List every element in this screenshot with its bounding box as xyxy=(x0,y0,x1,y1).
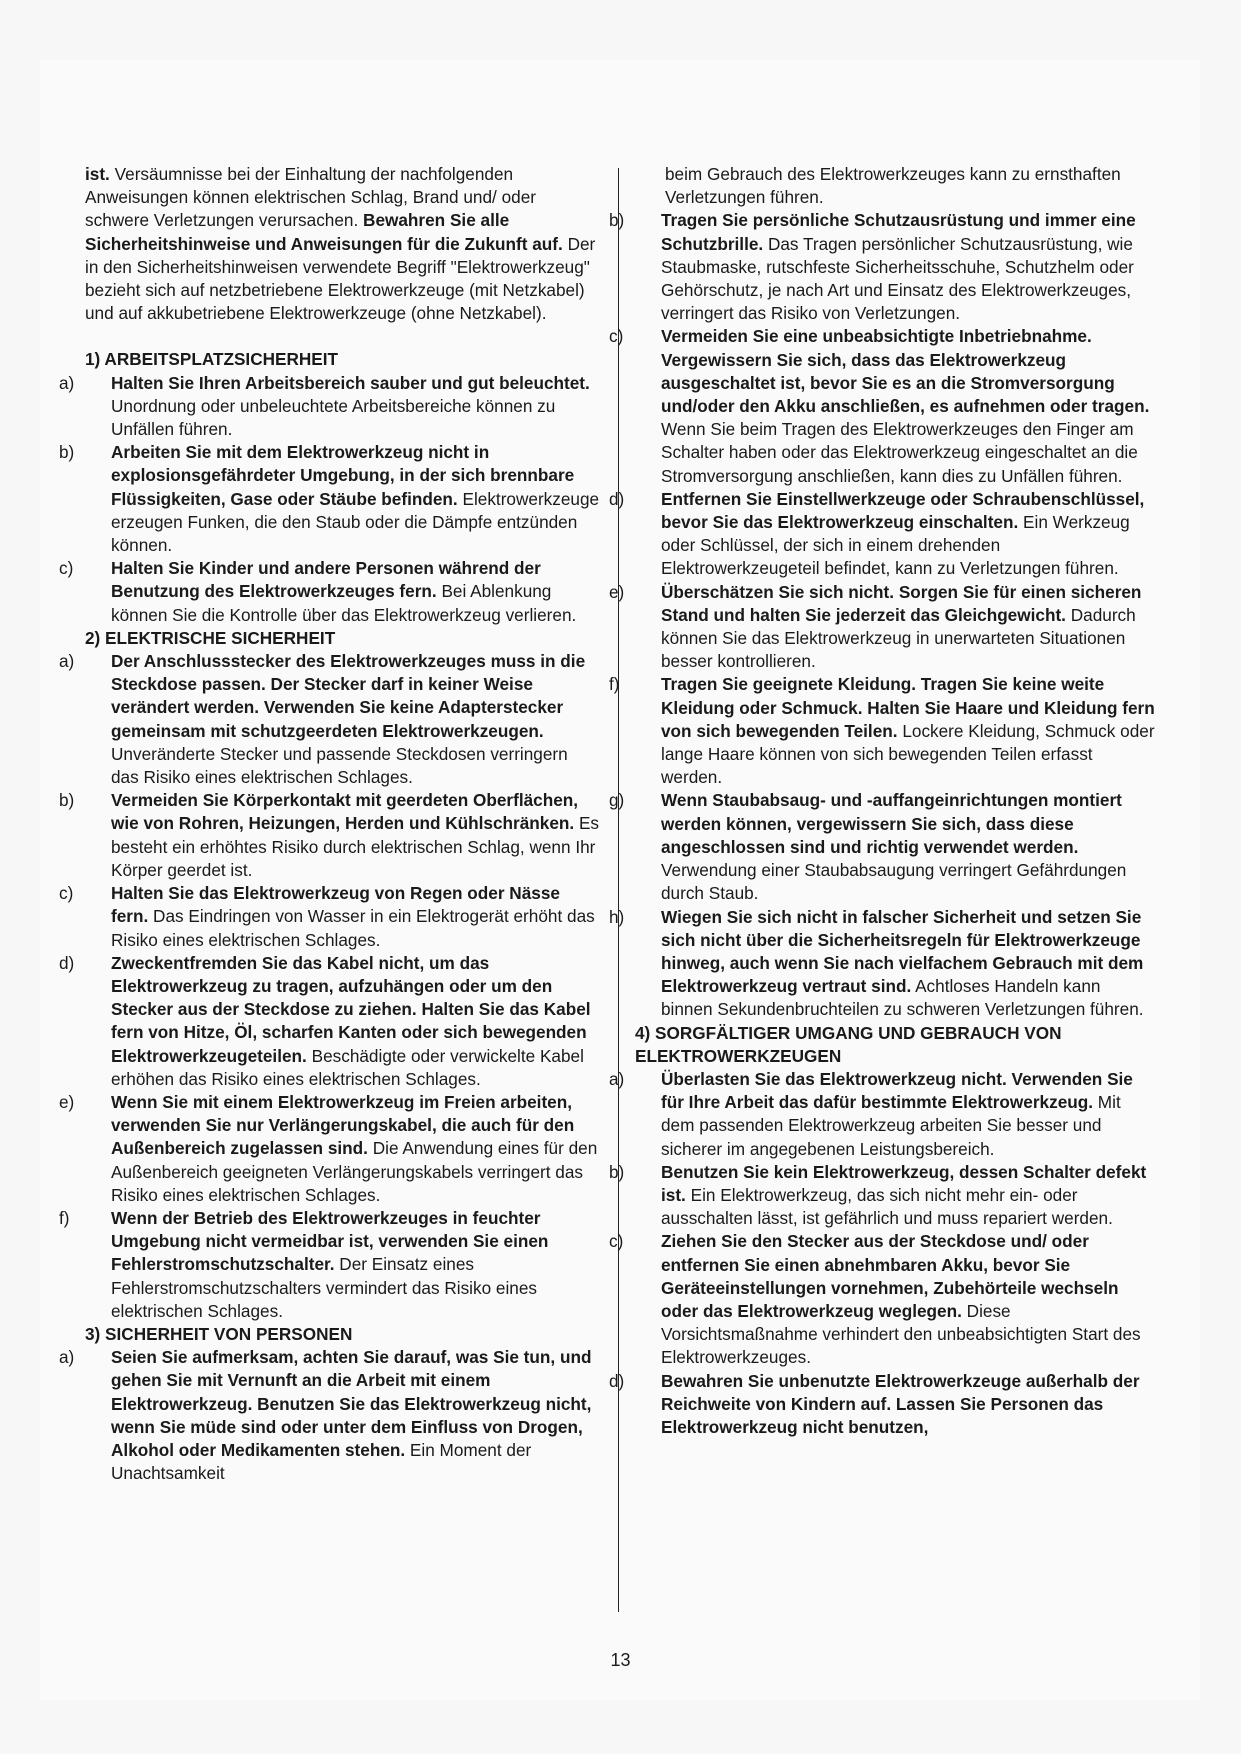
item-marker: d) xyxy=(59,952,75,973)
list-item xyxy=(59,1091,600,1207)
item-bold: Halten Sie das Elektrowerkzeug von Regen oder Nässe fern. xyxy=(111,883,560,927)
list-item xyxy=(609,673,1155,789)
item-text: Achtloses Handeln kann binnen Sekundenbruchteilen zu schweren Verletzungen führen. xyxy=(661,976,1144,1020)
right-column xyxy=(609,163,1155,1439)
item-bold: Wenn der Betrieb des Elektrowerkzeuges in feuchter Umgebung nicht vermeidbar ist, verwenden Sie einen Fehlerstromschutzschalter. xyxy=(111,1207,549,1275)
item-marker: c) xyxy=(609,1231,624,1252)
list-item xyxy=(59,1207,600,1323)
item-marker: e) xyxy=(609,581,625,602)
intro-paragraph xyxy=(85,163,600,325)
item-text: Unveränderte Stecker und passende Steckdosen verringern das Risiko eines elektrischen Schlages. xyxy=(111,743,568,788)
item-text: Unordnung oder unbeleuchtete Arbeitsbereiche können zu Unfällen führen. xyxy=(111,395,556,440)
item-marker: b) xyxy=(609,210,625,231)
item-bold: Überschätzen Sie sich nicht. Sorgen Sie für einen sicheren Stand und halten Sie jederzeit das Gleichgewicht. xyxy=(661,581,1142,625)
item-bold: Entfernen Sie Einstellwerkzeuge oder Schraubenschlüssel, bevor Sie das Elektrowerkzeug einschalten. xyxy=(661,488,1145,533)
item-bold: Seien Sie aufmerksam, achten Sie darauf, was Sie tun, und gehen Sie mit Vernunft an die Arbeit mit einem Elektrowerkzeug. Benutzen Sie das Elektrowerkzeug nicht, wenn Sie müde sind oder unter dem Einfluss von Drogen, Alkohol oder Medikamenten stehen. xyxy=(111,1347,592,1460)
item-text: Es besteht ein erhöhtes Risiko durch elektrischen Schlag, wenn Ihr Körper geerdet ist. xyxy=(111,813,600,880)
list-item xyxy=(609,789,1155,905)
item-bold: Halten Sie Ihren Arbeitsbereich sauber und gut beleuchtet. xyxy=(111,372,590,393)
item-marker: b) xyxy=(609,1161,625,1182)
column-divider xyxy=(618,168,619,1612)
item-text: Diese Vorsichtsmaßnahme verhindert den unbeabsichtigten Start des Elektrowerkzeuges. xyxy=(661,1300,1141,1368)
list-item xyxy=(609,325,1155,487)
list-item xyxy=(609,1370,1155,1440)
list-item xyxy=(609,906,1155,1022)
list-item xyxy=(609,1161,1155,1231)
intro-bold-2: Bewahren Sie alle Sicherheitshinweise und Anweisungen für die Zukunft auf. xyxy=(85,210,563,254)
page-number: 13 xyxy=(610,1650,631,1670)
item-bold: Vermeiden Sie Körperkontakt mit geerdeten Oberflächen, wie von Rohren, Heizungen, Herden und Kühlschränken. xyxy=(111,790,579,834)
item-text: Verwendung einer Staubabsaugung verringert Gefährdungen durch Staub. xyxy=(661,860,1127,904)
item-text: Der Einsatz eines Fehlerstromschutzschalters vermindert das Risiko eines elektrischen Schlages. xyxy=(111,1254,538,1321)
item-bold: Tragen Sie geeignete Kleidung. Tragen Sie keine weite Kleidung oder Schmuck. Halten Sie Haare und Kleidung fern von sich bewegenden Teilen. xyxy=(661,674,1155,741)
item-text: Dadurch können Sie das Elektrowerkzeug in unerwarteten Situationen besser kontrollieren. xyxy=(661,604,1136,672)
list-item xyxy=(609,1230,1155,1369)
intro-bold-1: ist. xyxy=(85,164,110,184)
section-heading-2: 2) ELEKTRISCHE SICHERHEIT xyxy=(85,627,336,648)
item-marker: c) xyxy=(609,326,624,347)
list-item xyxy=(609,488,1155,581)
item-bold: Tragen Sie persönliche Schutzausrüstung und immer eine Schutzbrille. xyxy=(661,210,1136,254)
item-marker: c) xyxy=(59,883,74,904)
list-item xyxy=(609,581,1155,674)
list-item xyxy=(59,441,600,557)
item-bold: Der Anschlussstecker des Elektrowerkzeuges muss in die Steckdose passen. Der Stecker darf in keiner Weise verändert werden. Verwenden Sie keine Adapterstecker gemeinsam mit schutzgeerdeten Elektrowerkzeugen. xyxy=(111,651,586,741)
list-item xyxy=(59,789,600,882)
left-column xyxy=(59,163,600,1485)
item-marker: b) xyxy=(59,790,75,811)
item-text: Ein Werkzeug oder Schlüssel, der sich in einem drehenden Elektrowerkzeugeteil befindet, kann zu Verletzungen führen. xyxy=(661,512,1130,579)
section-heading-4: 4) SORGFÄLTIGER UMGANG UND GEBRAUCH VON ELEKTROWERKZEUGEN xyxy=(635,1022,1062,1066)
item-bold: Halten Sie Kinder und andere Personen während der Benutzung des Elektrowerkzeuges fern. xyxy=(111,558,541,602)
item-text: Elektrowerkzeuge erzeugen Funken, die den Staub oder die Dämpfe entzünden können. xyxy=(111,488,600,556)
item-bold: Benutzen Sie kein Elektrowerkzeug, dessen Schalter defekt ist. xyxy=(661,1161,1147,1205)
item-marker: h) xyxy=(609,906,625,927)
item-bold: Wenn Staubabsaug- und -auffangeinrichtungen montiert werden können, vergewissern Sie sich, dass diese angeschlossen sind und richtig verwendet werden. xyxy=(661,790,1122,857)
item-bold: Ziehen Sie den Stecker aus der Steckdose und/ oder entfernen Sie einen abnehmbaren Akku, bevor Sie Geräteeinstellungen vornehmen, Zubehörteile wechseln oder das Elektrowerkzeug weglegen. xyxy=(661,1231,1119,1321)
item-text: Wenn Sie beim Tragen des Elektrowerkzeuges den Finger am Schalter haben oder das Elektrowerkzeug eingeschaltet an die Stromversorgung anschließen, kann dies zu Unfällen führen. xyxy=(661,419,1138,486)
item-text: Ein Elektrowerkzeug, das sich nicht mehr ein- oder ausschalten lässt, ist gefährlich und muss repariert werden. xyxy=(661,1184,1113,1229)
list-item xyxy=(59,557,600,627)
item-marker: d) xyxy=(609,488,625,509)
continued-text: beim Gebrauch des Elektrowerkzeuges kann zu ernsthaften Verletzungen führen. xyxy=(665,164,1121,208)
item-marker: f) xyxy=(59,1207,70,1228)
item-text: Das Tragen persönlicher Schutzausrüstung, wie Staubmaske, rutschfeste Sicherheitsschuhe, Schutzhelm oder Gehörschutz, je nach Art und Einsatz des Elektrowerkzeuges, verringert das Risiko von Verletzungen. xyxy=(661,233,1134,324)
list-item xyxy=(59,952,600,1091)
item-bold: Überlasten Sie das Elektrowerkzeug nicht. Verwenden Sie für Ihre Arbeit das dafür bestimmte Elektrowerkzeug. xyxy=(661,1068,1133,1113)
section-heading-3: 3) SICHERHEIT VON PERSONEN xyxy=(85,1323,353,1344)
item-marker: a) xyxy=(59,372,75,393)
intro-text-2: Der in den Sicherheitshinweisen verwendete Begriff "Elektrowerkzeug" bezieht sich auf netzbetriebene Elektrowerkzeuge (mit Netzkabel) und auf akkubetriebene Elektrowerkzeuge (ohne Netzkabel). xyxy=(85,233,596,324)
intro-text-1: Versäumnisse bei der Einhaltung der nachfolgenden Anweisungen können elektrischen Schlag, Brand und/ oder schwere Verletzungen verursachen. xyxy=(85,164,536,231)
item-bold: Arbeiten Sie mit dem Elektrowerkzeug nicht in explosionsgefährdeter Umgebung, in der sich brennbare Flüssigkeiten, Gase oder Stäube befinden. xyxy=(111,442,575,509)
item-bold: Zweckentfremden Sie das Kabel nicht, um das Elektrowerkzeug zu tragen, aufzuhängen oder um den Stecker aus der Steckdose zu ziehen. Halten Sie das Kabel fern von Hitze, Öl, scharfen Kanten oder sich bewegenden Elektrowerkzeugeteilen. xyxy=(111,952,591,1066)
item-marker: g) xyxy=(609,790,625,811)
item-text: Beschädigte oder verwickelte Kabel erhöhen das Risiko eines elektrischen Schlages. xyxy=(111,1045,584,1089)
item-marker: a) xyxy=(59,1347,75,1368)
item-text: Ein Moment der Unachtsamkeit xyxy=(111,1439,532,1484)
item-marker: e) xyxy=(59,1091,75,1112)
item-text: Lockere Kleidung, Schmuck oder lange Haare können von sich bewegenden Teilen erfasst werden. xyxy=(661,720,1155,788)
item-text: Die Anwendung eines für den Außenbereich geeigneten Verlängerungskabels verringert das Risiko eines elektrischen Schlages. xyxy=(111,1138,598,1205)
item-marker: b) xyxy=(59,442,75,463)
item-marker: f) xyxy=(609,674,620,695)
item-bold: Wenn Sie mit einem Elektrowerkzeug im Freien arbeiten, verwenden Sie nur Verlängerungskabel, die auch für den Außenbereich zugelassen sind. xyxy=(111,1091,575,1159)
list-item xyxy=(59,372,600,442)
list-item xyxy=(59,1346,600,1485)
item-text: Mit dem passenden Elektrowerkzeug arbeiten Sie besser und sicherer im angegebenen Leistungsbereich. xyxy=(661,1092,1121,1159)
list-item xyxy=(609,1068,1155,1161)
item-marker: a) xyxy=(609,1068,625,1089)
section-heading-1: 1) ARBEITSPLATZSICHERHEIT xyxy=(85,349,339,370)
item-marker: d) xyxy=(609,1370,625,1391)
item-bold: Bewahren Sie unbenutzte Elektrowerkzeuge außerhalb der Reichweite von Kindern auf. Lassen Sie Personen das Elektrowerkzeug nicht benutzen, xyxy=(661,1370,1140,1437)
item-marker: c) xyxy=(59,558,74,579)
list-item xyxy=(59,650,600,789)
item-marker: a) xyxy=(59,651,75,672)
item-bold: Vermeiden Sie eine unbeabsichtigte Inbetriebnahme. Vergewissern Sie sich, dass das Elektrowerkzeug ausgeschaltet ist, bevor Sie es an die Stromversorgung und/oder den Akku anschließen, es aufnehmen oder tragen. xyxy=(661,326,1150,417)
list-item xyxy=(59,882,600,952)
item-text: Das Eindringen von Wasser in ein Elektrogerät erhöht das Risiko eines elektrischen Schlages. xyxy=(111,906,595,950)
item-text: Bei Ablenkung können Sie die Kontrolle über das Elektrowerkzeug verlieren. xyxy=(111,581,577,625)
list-item xyxy=(609,209,1155,325)
item-bold: Wiegen Sie sich nicht in falscher Sicherheit und setzen Sie sich nicht über die Sicherheitsregeln für Elektrowerkzeuge hinweg, auch wenn Sie nach vielfachem Gebrauch mit dem Elektrowerkzeug vertraut sind. xyxy=(661,906,1144,997)
